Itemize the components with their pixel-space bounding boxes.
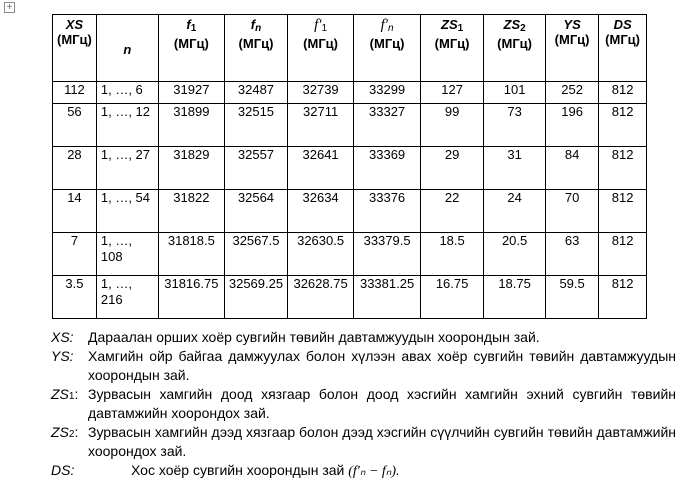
cell-zs2: 24 xyxy=(484,190,546,233)
cell-f1p: 32711 xyxy=(288,104,354,147)
cell-f1: 31899 xyxy=(158,104,224,147)
cell-zs2: 31 xyxy=(484,147,546,190)
cell-fnp: 33379.5 xyxy=(354,233,421,276)
cell-zs1: 16.75 xyxy=(421,276,484,319)
note-text: Зурвасын хамгийн доод хязгаар болон доод хэсгийн хамгийн эхний сувгийн төвийн давтамжийн хоорондох зай. xyxy=(88,386,676,421)
header-f1: $f_1$ (МГц) xyxy=(158,15,224,82)
cell-ds: 812 xyxy=(599,190,647,233)
cell-ys: 252 xyxy=(546,82,599,104)
note-zs1 xyxy=(51,385,676,423)
cell-f1p: 32641 xyxy=(288,147,354,190)
cell-fn: 32569.25 xyxy=(224,276,287,319)
cell-fn: 32564 xyxy=(224,190,287,233)
cell-zs2: 20.5 xyxy=(484,233,546,276)
cell-f1: 31822 xyxy=(158,190,224,233)
cell-f1p: 32628.75 xyxy=(288,276,354,319)
note-key: YS: xyxy=(51,348,74,364)
header-ds: DS (МГц) xyxy=(599,15,647,82)
header-zs1: $ZS_1$ (МГц) xyxy=(421,15,484,82)
cell-ds: 812 xyxy=(599,147,647,190)
cell-n: 1, …, 108 xyxy=(96,233,158,276)
cell-zs2: 101 xyxy=(484,82,546,104)
cell-fnp: 33327 xyxy=(354,104,421,147)
table-row xyxy=(53,104,647,147)
cell-ys: 84 xyxy=(546,147,599,190)
cell-f1: 31829 xyxy=(158,147,224,190)
cell-fn: 32487 xyxy=(224,82,287,104)
table-move-handle-icon[interactable]: + xyxy=(4,2,15,13)
note-ys xyxy=(51,347,676,385)
cell-ds: 812 xyxy=(599,104,647,147)
cell-f1: 31816.75 xyxy=(158,276,224,319)
table-row xyxy=(53,276,647,319)
note-text: Хамгийн ойр байгаа дамжуулах болон хүлээн авах хоёр сувгийн төвийн давтамжуудын хоорондын зай. xyxy=(88,348,676,383)
frequency-plan-table xyxy=(52,14,647,319)
note-text: Зурвасын хамгийн дээд хязгаар болон дээд хэсгийн сүүлчийн сувгийн төвийн давтамжийн хоорондох зай. xyxy=(88,424,676,459)
table-row xyxy=(53,82,647,104)
cell-zs2: 18.75 xyxy=(484,276,546,319)
cell-fnp: 33299 xyxy=(354,82,421,104)
cell-ys: 59.5 xyxy=(546,276,599,319)
cell-f1p: 32739 xyxy=(288,82,354,104)
note-key: DS: xyxy=(51,462,75,478)
cell-ys: 63 xyxy=(546,233,599,276)
note-text: Хос хоёр сувгийн хоорондын зай (f′ₙ − fₙ). xyxy=(131,462,400,479)
cell-n: 1, …, 27 xyxy=(96,147,158,190)
cell-xs: 14 xyxy=(53,190,97,233)
cell-f1p: 32634 xyxy=(288,190,354,233)
note-key: ZS1: xyxy=(51,386,79,402)
cell-xs: 56 xyxy=(53,104,97,147)
cell-fnp: 33381.25 xyxy=(354,276,421,319)
cell-f1p: 32630.5 xyxy=(288,233,354,276)
cell-ys: 70 xyxy=(546,190,599,233)
header-fn-prime: $f'_n$ (МГц) xyxy=(354,15,421,82)
cell-xs: 3.5 xyxy=(53,276,97,319)
cell-xs: 28 xyxy=(53,147,97,190)
cell-zs1: 99 xyxy=(421,104,484,147)
ds-formula: (f′ₙ − fₙ). xyxy=(348,464,400,479)
cell-fn: 32515 xyxy=(224,104,287,147)
cell-ds: 812 xyxy=(599,276,647,319)
cell-zs1: 29 xyxy=(421,147,484,190)
note-zs2 xyxy=(51,423,676,461)
cell-fn: 32557 xyxy=(224,147,287,190)
header-xs: XS (МГц) xyxy=(53,15,97,82)
notes-legend xyxy=(51,328,676,481)
note-key: ZS2: xyxy=(51,424,79,440)
header-zs2: $ZS_2$ (МГц) xyxy=(484,15,546,82)
table-row xyxy=(53,190,647,233)
header-n: n xyxy=(96,15,158,82)
note-xs xyxy=(51,328,676,347)
cell-ds: 812 xyxy=(599,233,647,276)
cell-n: 1, …, 6 xyxy=(96,82,158,104)
cell-f1: 31818.5 xyxy=(158,233,224,276)
cell-fn: 32567.5 xyxy=(224,233,287,276)
note-key: XS: xyxy=(51,329,74,345)
cell-zs2: 73 xyxy=(484,104,546,147)
cell-zs1: 127 xyxy=(421,82,484,104)
cell-fnp: 33376 xyxy=(354,190,421,233)
cell-f1: 31927 xyxy=(158,82,224,104)
table-row xyxy=(53,233,647,276)
cell-xs: 112 xyxy=(53,82,97,104)
header-f1-prime: $f'_1$ (МГц) xyxy=(288,15,354,82)
cell-zs1: 22 xyxy=(421,190,484,233)
cell-n: 1, …, 216 xyxy=(96,276,158,319)
note-text: Дараалан орших хоёр сувгийн төвийн давтамжуудын хоорондын зай. xyxy=(88,329,540,345)
cell-zs1: 18.5 xyxy=(421,233,484,276)
header-fn: $f_n$ (МГц) xyxy=(224,15,287,82)
table-row xyxy=(53,147,647,190)
cell-n: 1, …, 12 xyxy=(96,104,158,147)
cell-xs: 7 xyxy=(53,233,97,276)
cell-ys: 196 xyxy=(546,104,599,147)
note-ds xyxy=(51,461,676,481)
cell-fnp: 33369 xyxy=(354,147,421,190)
table-header-row xyxy=(53,15,647,82)
cell-ds: 812 xyxy=(599,82,647,104)
header-ys: YS (МГц) xyxy=(546,15,599,82)
cell-n: 1, …, 54 xyxy=(96,190,158,233)
